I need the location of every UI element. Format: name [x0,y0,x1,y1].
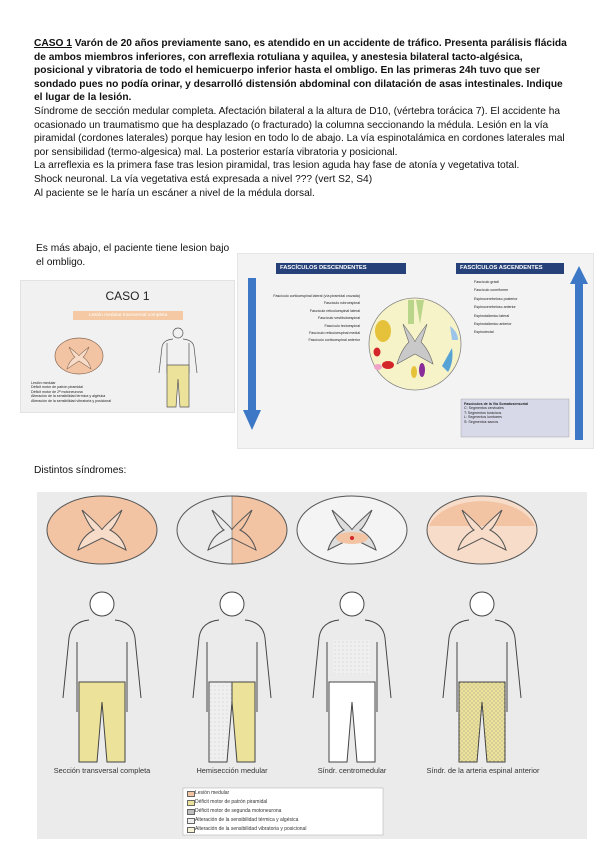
right-label-7: Espinotectal [474,330,494,335]
spinal-cord-section [369,298,461,390]
body-anterior-artery [443,592,521,762]
answer-line-3: Shock neuronal. La vía vegetativa está expresada a nivel ??? (vert S2, S4) [34,173,373,185]
syndromes-title: Distintos síndromes: [34,465,127,476]
section-hemisection [177,496,287,564]
syndromes-illustration [37,492,587,839]
syndromes-figure [37,492,587,839]
left-label-2: Fascículo rubroespinal [323,301,360,306]
tracts-box-item-1: C: Segmentos cervicales [464,406,504,411]
caso1-figure [20,280,235,413]
case-answer [34,105,574,200]
tracts-box-item-4: S: Segmentos sacros [464,419,499,424]
body-centromedullary [313,592,391,762]
tracts-box-item-3: L: Segmentos lumbares [464,415,502,420]
answer-line-4: Al paciente se le haría un escáner a nivel de la médula dorsal. [34,187,315,199]
tracts-box-item-2: T: Segmentos torácicos [464,410,502,415]
left-label-6: Fascículo reticuloespinal medial [309,331,360,336]
arrow-down-icon [243,278,261,430]
tracts-figure [237,253,594,449]
legend-lesion: Lesión medular [195,790,230,796]
section-centromedullary [297,496,407,564]
header-ascending: FASCÍCULOS ASCENDENTES [456,263,564,274]
left-label-1: Fascículo corticoespinal lateral (vía piramidal cruzada) [273,294,360,298]
case-statement [34,37,574,105]
case-label: CASO 1 [34,38,72,49]
section-complete [47,496,157,564]
arrow-up-icon [570,266,588,440]
caso1-legend-4: Alteración de la sensibilidad térmica y algésica [31,394,106,399]
legend-pyramidal: Déficit motor de patrón piramidal [195,799,268,805]
left-label-7: Fascículo corticoespinal anterior [308,338,360,343]
caso1-legend-5: Alteración de la sensibilidad vibratoria y posicional [31,398,112,403]
body-complete [63,592,141,762]
caption-complete: Sección transversal completa [53,766,151,775]
right-label-3: Espinocerebeloso posterior [474,296,518,301]
right-label-1: Fascículo grácil [474,280,499,284]
legend-swatch-pyramidal [187,800,195,806]
legend-vibratory: Alteración de la sensibilidad vibratoria y posicional [195,826,307,832]
caso1-legend-2: Déficit motor de patrón piramidal [31,385,83,390]
left-label-5: Fascículo tectoespinal [324,323,360,328]
caso1-legend-1: Lesión medular [31,381,56,385]
note-text: Es más abajo, el paciente tiene lesion bajo el ombligo. [36,243,230,268]
caption-hemisection: Hemisección medular [196,766,268,775]
caso1-band: Lesión medular transversal completa [73,311,183,320]
left-label-3: Fascículo reticuloespinal lateral [309,308,360,313]
caso1-cord-section [55,338,103,374]
right-label-5: Espinotalámico lateral [474,313,510,318]
caso1-legend-3: Déficit motor de 2ª motoneurona [31,389,83,394]
legend-swatch-vibratory [187,827,195,833]
caption-centromedullary: Síndr. centromedular [317,766,387,775]
left-label-4: Fascículo vestibuloespinal [318,316,360,321]
legend-thermal: Alteración de la sensibilidad térmica y algésica [195,817,299,823]
answer-line-2: La arreflexia es la primera fase tras lesion piramidal, tras lesion aguda hay fase de atonía y vegetativa total. [34,160,520,172]
legend-swatch-thermal [187,818,195,824]
right-label-2: Fascículo cuneiforme [474,288,509,293]
legend-swatch-motoneuron [187,809,195,815]
section-anterior-artery [427,496,537,564]
caso1-title: CASO 1 [105,289,150,303]
header-descending: FASCÍCULOS DESCENDENTES [276,263,406,274]
answer-line-1: Síndrome de sección medular completa. Afectación bilateral a la altura de D10, (vértebra torácica 7). El accidente ha ocasionado un traumatismo que ha desplazado (o fracturado) la columna seccionando la médula. Lesión en la vía piramidal (cordones laterales) porque hay lesion en todo lo de abajo. La vía espinotalámica en cordones laterales mal por sensibilidad (termo-algesica) mal. La posterior estaría vibratoria y posicional. [34,106,565,158]
body-hemisection [193,592,271,762]
tracts-box-title: Fascículos de la Vía Somatosensorial [464,402,529,406]
right-label-4: Espinocerebeloso anterior [474,305,516,310]
legend-swatch-lesion [187,791,195,797]
right-label-6: Espinotalámico anterior [474,322,512,327]
case-text: Varón de 20 años previamente sano, es atendido en un accidente de tráfico. Presenta parálisis flácida de ambos miembros inferiores, con arreflexia rotuliana y aquilea, y anestesia bilateral tacto-algésica, posicional y vibratoria de todo el hemicuerpo inferior hasta el ombligo. En las primeras 24h tuvo que ser sondado pues no podía orinar, y desarrolló distensión abdominal con dilatación de asas intestinales. Indique el lugar de la lesión. [34,38,567,104]
caption-anterior-artery: Síndr. de la arteria espinal anterior [426,766,540,775]
legend-motoneuron: Déficit motor de segunda motoneurona [195,808,282,814]
caso1-body [159,328,197,407]
